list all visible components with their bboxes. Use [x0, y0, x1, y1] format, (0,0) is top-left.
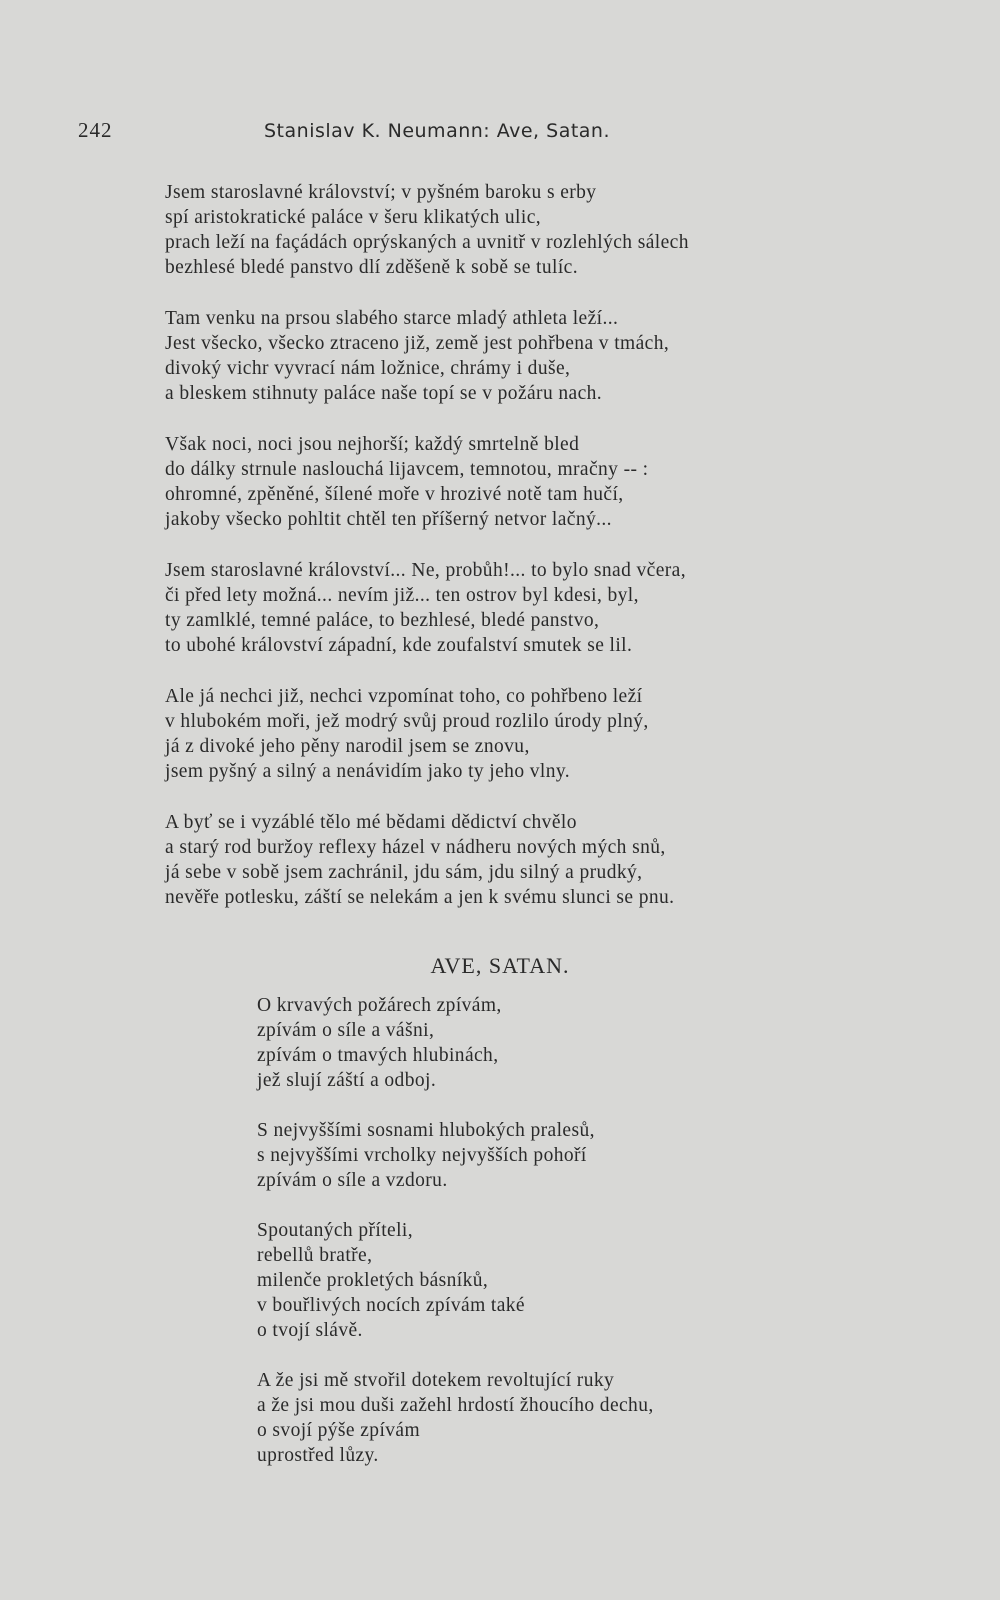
verse-line: s nejvyššími vrcholky nejvyšších pohoří [257, 1145, 587, 1166]
poem-ave-satan [257, 993, 857, 1493]
verse-line: Tam venku na prsou slabého starce mladý athleta leží... [165, 308, 619, 329]
stanza [165, 810, 885, 910]
stanza [165, 558, 885, 658]
stanza [165, 684, 885, 784]
verse-line: a bleskem stihnuty paláce naše topí se v požáru nach. [165, 383, 603, 404]
stanza [165, 306, 885, 406]
verse-line: v bouřlivých nocích zpívám také [257, 1295, 525, 1316]
verse-line: Jsem staroslavné království... Ne, probůh!... to bylo snad včera, [165, 560, 686, 581]
stanza [257, 1368, 857, 1468]
verse-line: jež slují záští a odboj. [257, 1070, 437, 1091]
verse-line: Ale já nechci již, nechci vzpomínat toho, co pohřbeno leží [165, 686, 643, 707]
verse-line: to ubohé království západní, kde zoufalství smutek se lil. [165, 635, 633, 656]
verse-line: zpívám o tmavých hlubinách, [257, 1045, 499, 1066]
verse-line: prach leží na façádách oprýskaných a uvnitř v rozlehlých sálech [165, 232, 689, 253]
verse-line: S nejvyššími sosnami hlubokých pralesů, [257, 1120, 595, 1141]
verse-line: ohromné, zpěněné, šílené moře v hrozivé notě tam hučí, [165, 484, 624, 505]
running-head: Stanislav K. Neumann: Ave, Satan. [264, 120, 611, 142]
verse-line: zpívám o síle a vzdoru. [257, 1170, 448, 1191]
stanza [165, 432, 885, 532]
prose-poem [165, 180, 885, 936]
verse-line: Jest všecko, všecko ztraceno již, země jest pohřbena v tmách, [165, 333, 670, 354]
verse-line: zpívám o síle a vášni, [257, 1020, 435, 1041]
verse-line: o svojí pýše zpívám [257, 1420, 421, 1441]
verse-line: A že jsi mě stvořil dotekem revoltující ruky [257, 1370, 615, 1391]
verse-line: do dálky strnule naslouchá lijavcem, temnotou, mračny -- : [165, 459, 649, 480]
verse-line: Jsem staroslavné království; v pyšném baroku s erby [165, 182, 597, 203]
verse-line: a že jsi mou duši zažehl hrdostí žhoucího dechu, [257, 1395, 654, 1416]
verse-line: já z divoké jeho pěny narodil jsem se znovu, [165, 736, 530, 757]
verse-line: jakoby všecko pohltit chtěl ten příšerný netvor lačný... [165, 509, 612, 530]
verse-line: Však noci, noci jsou nejhorší; každý smrtelně bled [165, 434, 580, 455]
verse-line: rebellů bratře, [257, 1245, 373, 1266]
verse-line: bezhlesé bledé panstvo dlí zděšeně k sobě se tulíc. [165, 257, 578, 278]
stanza [257, 993, 857, 1093]
verse-line: milenče prokletých básníků, [257, 1270, 489, 1291]
verse-line: v hlubokém moři, jež modrý svůj proud rozlilo úrody plný, [165, 711, 649, 732]
verse-line: a starý rod buržoy reflexy házel v nádheru nových mých snů, [165, 837, 666, 858]
verse-line: O krvavých požárech zpívám, [257, 995, 502, 1016]
verse-line: ty zamlklé, temné paláce, to bezhlesé, bledé panstvo, [165, 610, 600, 631]
verse-line: uprostřed lůzy. [257, 1445, 379, 1466]
page-header [78, 118, 858, 148]
stanza [257, 1218, 857, 1343]
verse-line: spí aristokratické paláce v šeru klikatých ulic, [165, 207, 542, 228]
stanza [165, 180, 885, 280]
verse-line: A byť se i vyzáblé tělo mé bědami dědictví chvělo [165, 812, 577, 833]
page-number: 242 [78, 118, 113, 142]
verse-line: divoký vichr vyvrací nám ložnice, chrámy i duše, [165, 358, 571, 379]
verse-line: nevěře potlesku, záští se nelekám a jen k svému slunci se pnu. [165, 887, 675, 908]
verse-line: jsem pyšný a silný a nenávidím jako ty jeho vlny. [165, 761, 571, 782]
verse-line: o tvojí slávě. [257, 1320, 363, 1341]
verse-line: Spoutaných příteli, [257, 1220, 413, 1241]
poem-title: AVE, SATAN. [430, 953, 570, 978]
verse-line: já sebe v sobě jsem zachránil, jdu sám, jdu silný a prudký, [165, 862, 643, 883]
verse-line: či před lety možná... nevím již... ten ostrov byl kdesi, byl, [165, 585, 639, 606]
stanza [257, 1118, 857, 1193]
